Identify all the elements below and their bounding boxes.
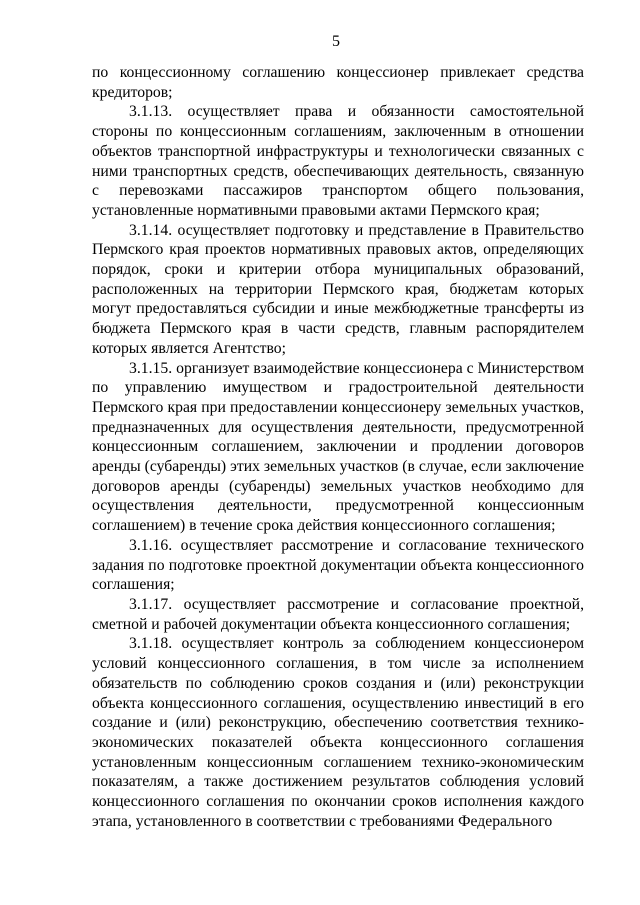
paragraph-3-1-15: 3.1.15. организует взаимодействие концессионера с Министерством по управлению имуществом и градостроительной деятельности Пермского края при предоставлении концессионеру земельных участков, предназначенных для осуществления деятельности, предусмотренной концессионным соглашением, заключении и продлении договоров аренды (субаренды) этих земельных участков (в случае, если заключение договоров аренды (субаренды) земельных участков необходимо для осуществления деятельности, предусмотренной концессионным соглашением) в течение срока действия концессионного соглашения; <box>92 359 584 535</box>
paragraph-3-1-17: 3.1.17. осуществляет рассмотрение и согласование проектной, сметной и рабочей документации объекта концессионного соглашения; <box>92 595 584 633</box>
paragraph-3-1-18: 3.1.18. осуществляет контроль за соблюдением концессионером условий концессионного соглашения, в том числе за исполнением обязательств по соблюдению сроков создания и (или) реконструкции объекта концессионного соглашения, осуществлению инвестиций в его создание и (или) реконструкцию, обеспечению соответствия технико-экономических показателей объекта концессионного соглашения установленным концессионным соглашением технико-экономическим показателям, а также достижением результатов соблюдения условий концессионного соглашения по окончании сроков исполнения каждого этапа, установленного в соответствии с требованиями Федерального <box>92 635 584 830</box>
paragraph-3-1-14: 3.1.14. осуществляет подготовку и представление в Правительство Пермского края проектов нормативных правовых актов, определяющих порядок, сроки и критерии отбора муниципальных образований, расположенных на территории Пермского края, бюджетам которых могут предоставляться субсидии и иные межбюджетные трансферты из бюджета Пермского края в части средств, главным распорядителем которых является Агентство; <box>92 221 584 357</box>
paragraph-3-1-16: 3.1.16. осуществляет рассмотрение и согласование технического задания по подготовке проектной документации объекта концессионного соглашения; <box>92 536 584 594</box>
page-number: 5 <box>332 33 340 50</box>
paragraph-3-1-13: 3.1.13. осуществляет права и обязанности самостоятельной стороны по концессионным соглашениям, заключенным в отношении объектов транспортной инфраструктуры и технологически связанных с ними транспортных средств, обеспечивающих деятельность, связанную с перевозками пассажиров транспортом общего пользования, установленные нормативными правовыми актами Пермского края; <box>92 103 584 219</box>
paragraph-continuation: по концессионному соглашению концессионер привлекает средства кредиторов; <box>92 64 584 101</box>
document-body <box>92 63 584 831</box>
